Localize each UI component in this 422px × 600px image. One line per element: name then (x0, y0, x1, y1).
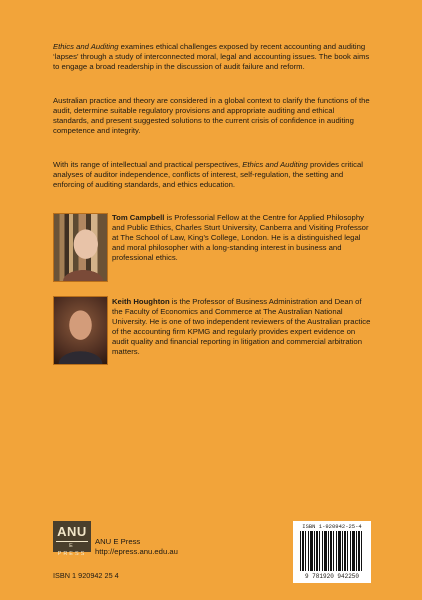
author-bio-2 (112, 297, 372, 358)
description-paragraph-2: Australian practice and theory are considered in a global context to clarify the functions of the audit, determine suitable regulatory provisions and appropriate auditing and ethical standards, and present suggested solutions to the current crisis of confidence in auditing competence and integrity. (53, 96, 370, 136)
author-name: Keith Houghton (112, 297, 170, 306)
description-text: examines ethical challenges exposed by recent accounting and auditing ‘lapses’ through a study of interconnected moral, legal and accounting issues. The book aims to engage a broad readership in the discussion of audit failure and reform. (53, 42, 370, 72)
publisher-info (95, 537, 178, 557)
barcode-isbn-label: ISBN 1-920942-25-4 (302, 523, 362, 530)
barcode-digits: 9 781920 942250 (304, 573, 359, 580)
description-paragraph-1 (53, 42, 371, 72)
logo-sub-text: E PRESS (57, 543, 87, 557)
publisher-url[interactable]: http://epress.anu.edu.au (95, 547, 178, 557)
description-text: With its range of intellectual and practical perspectives, (53, 160, 243, 169)
book-title-inline: Ethics and Auditing (53, 42, 119, 51)
logo-main-text: ANU (57, 524, 87, 539)
author-bio-text: is Professorial Fellow at the Centre for Applied Philosophy and Public Ethics, Charles Sturt University, Canberra and Visiting Professor at The School of Law, King’s College, London. He is a distinguished legal and moral philosopher with a long-standing interest in business and professional ethics. (112, 213, 369, 263)
author-bio-1 (112, 213, 372, 263)
author-photo-tom-campbell (53, 213, 108, 282)
isbn-text: ISBN 1 920942 25 4 (53, 571, 119, 580)
barcode (293, 521, 371, 583)
barcode-lines (300, 531, 364, 571)
description-text: provides critical analyses of auditor independence, conflicts of interest, self-regulation, the setting and enforcing of auditing standards, and ethics education. (53, 160, 363, 190)
anu-epress-logo (53, 521, 91, 557)
author-name: Tom Campbell (112, 213, 165, 222)
book-title-inline: Ethics and Auditing (242, 160, 308, 169)
author-photo-keith-houghton (53, 296, 108, 365)
author-bio-text: is the Professor of Business Administration and Dean of the Faculty of Economics and Commerce at The Australian National University. He is one of two independent reviewers of the Australian practice of the accounting firm KPMG and regularly provides expert evidence on audit quality and financial reporting in litigation and commercial arbitration matters. (112, 297, 371, 357)
description-paragraph-3 (53, 160, 371, 190)
publisher-name: ANU E Press (95, 537, 141, 546)
